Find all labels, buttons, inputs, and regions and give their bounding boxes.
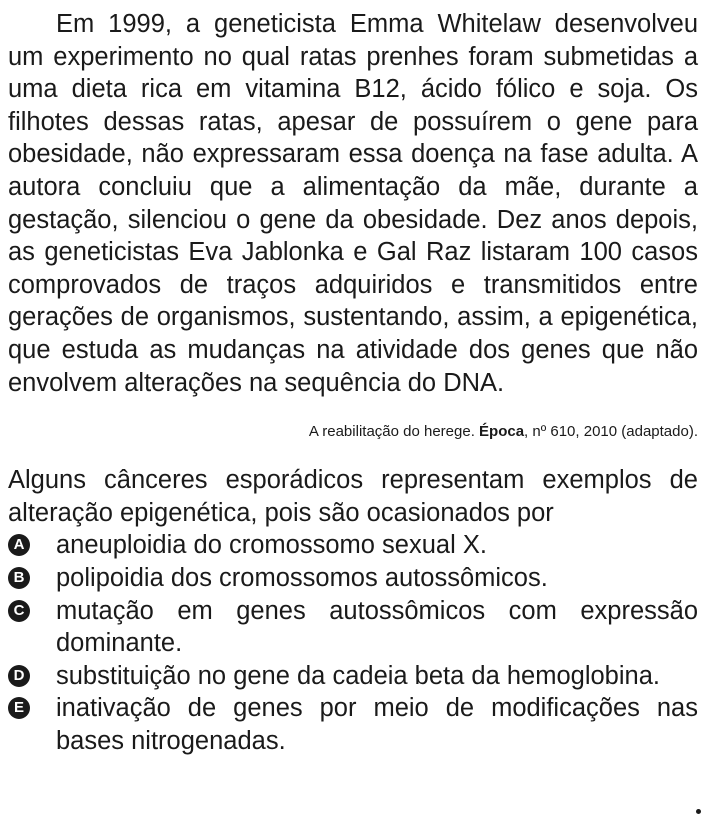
passage-text: Em 1999, a geneticista Emma Whitelaw desenvolveu um experimento no qual ratas prenhes foram submetidas a uma dieta rica em vitamina B12, ácido fólico e soja. Os filhotes dessas ratas, apesar de possuírem o gene para obesidade, não expressaram essa doença na fase adulta. A autora concluiu que a alimentação da mãe, durante a gestação, silenciou o gene da obesidade. Dez anos depois, as geneticistas Eva Jablonka e Gal Raz listaram 100 casos comprovados de traços adquiridos e transmitidos entre gerações de organismos, sustentando, assim, a epigenética, que estuda as mudanças na atividade dos genes que não envolvem alterações na sequência do DNA.: [8, 10, 698, 397]
option-c[interactable]: [8, 595, 698, 660]
corner-dot: [696, 809, 701, 814]
source-magazine: Época: [479, 423, 525, 441]
option-b-text: polipoidia dos cromossomos autossômicos.: [56, 563, 548, 592]
source-citation: [8, 422, 698, 442]
answer-options: [8, 529, 698, 757]
option-e-letter-badge: E: [8, 697, 30, 719]
option-a-text: aneuploidia do cromossomo sexual X.: [56, 531, 487, 560]
option-a-letter-badge: A: [8, 534, 30, 556]
option-d-text: substituição no gene da cadeia beta da hemoglobina.: [56, 661, 660, 690]
option-d[interactable]: [8, 660, 698, 693]
source-details: , nº 610, 2010 (adaptado).: [524, 423, 698, 441]
option-c-text: mutação em genes autossômicos com expressão dominante.: [56, 596, 698, 658]
question-stem: Alguns cânceres esporádicos representam exemplos de alteração epigenética, pois são ocasionados por: [8, 466, 698, 527]
option-e[interactable]: [8, 692, 698, 757]
option-b[interactable]: [8, 562, 698, 595]
option-a[interactable]: [8, 529, 698, 562]
option-b-letter-badge: B: [8, 567, 30, 589]
question-page: [8, 8, 698, 757]
option-e-text: inativação de genes por meio de modificações nas bases nitrogenadas.: [56, 694, 698, 755]
source-title: A reabilitação do herege.: [308, 423, 480, 441]
option-c-letter-badge: C: [8, 600, 30, 622]
option-d-letter-badge: D: [8, 665, 30, 687]
